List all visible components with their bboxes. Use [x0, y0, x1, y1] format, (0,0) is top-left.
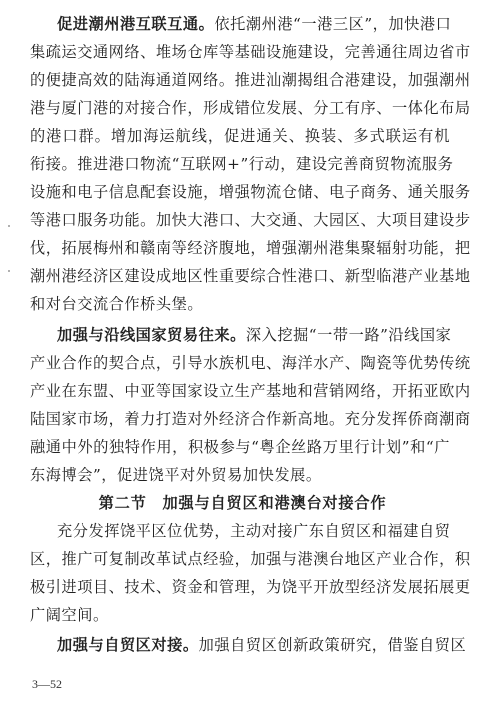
paragraph-1-heading: 促进潮州港互联互通。	[57, 15, 215, 33]
last-paragraph-line-1	[57, 635, 467, 655]
scan-mark	[8, 225, 10, 227]
paragraph-1-line: 设施和电子信息配套设施，增强物流仓储、电子商务、通关服务	[30, 183, 471, 201]
paragraph-1-line: 的便捷高效的陆海通道网络。推进汕潮揭组合港建设，加强潮州	[30, 71, 471, 89]
section-title: 第二节 加强与自贸区和港澳台对接合作	[98, 494, 387, 512]
paragraph-1-line: 衔接。推进港口物流“互联网+”行动，建设完善商贸物流服务	[30, 155, 454, 173]
paragraph-1-line: 伐，拓展梅州和赣南等经济腹地，增强潮州港集聚辐射功能，把	[30, 239, 471, 257]
section-paragraph-line: 区，推广可复制改革试点经验，加强与港澳台地区产业合作，积	[30, 550, 471, 568]
paragraph-1-line: 和对台交流合作桥头堡。	[30, 295, 204, 313]
paragraph-1-line: 集疏运交通网络、堆场仓库等基础设施建设，完善通往周边省市	[30, 43, 471, 61]
paragraph-2-heading: 加强与沿线国家贸易往来。	[57, 326, 246, 344]
scan-mark	[8, 270, 10, 272]
paragraph-1-text: 依托潮州港“一港三区”，加快港口	[214, 15, 452, 33]
paragraph-1-line: 潮州港经济区建设成地区性重要综合性港口、新型临港产业基地	[30, 267, 471, 285]
paragraph-1-line: 等港口服务功能。加快大港口、大交通、大园区、大项目建设步	[30, 211, 471, 229]
paragraph-2-line: 产业在东盟、中亚等国家设立生产基地和营销网络，开拓亚欧内	[30, 382, 471, 400]
paragraph-2-line: 产业合作的契合点，引导水族机电、海洋水产、陶瓷等优势传统	[30, 354, 471, 372]
paragraph-1-line: 的港口群。增加海运航线，促进通关、换装、多式联运有机	[30, 127, 450, 145]
paragraph-2-line: 陆国家市场，着力打造对外经济合作新高地。充分发挥侨商潮商	[30, 410, 471, 428]
last-paragraph-heading: 加强与自贸区对接。	[57, 636, 199, 654]
paragraph-1-line: 港与厦门港的对接合作，形成错位发展、分工有序、一体化布局	[30, 99, 471, 117]
paragraph-2-line-1	[57, 325, 450, 345]
paragraph-2-line: 东海博会”，促进饶平对外贸易加快发展。	[30, 466, 322, 484]
paragraph-2-line: 融通中外的独特作用，积极参与“粤企丝路万里行计划”和“广	[30, 438, 450, 456]
paragraph-2-text: 深入挖掘“一带一路”沿线国家	[245, 326, 452, 344]
last-paragraph-text: 加强自贸区创新政策研究，借鉴自贸区	[198, 636, 467, 654]
section-paragraph-line: 充分发挥饶平区位优势，主动对接广东自贸区和福建自贸	[57, 522, 451, 540]
section-paragraph-line: 极引进项目、技术、资金和管理，为饶平开放型经济发展拓展更	[30, 578, 471, 596]
page-number: 3—52	[32, 677, 62, 691]
section-paragraph-line: 广阔空间。	[30, 606, 109, 624]
paragraph-1-line-1	[57, 14, 450, 34]
